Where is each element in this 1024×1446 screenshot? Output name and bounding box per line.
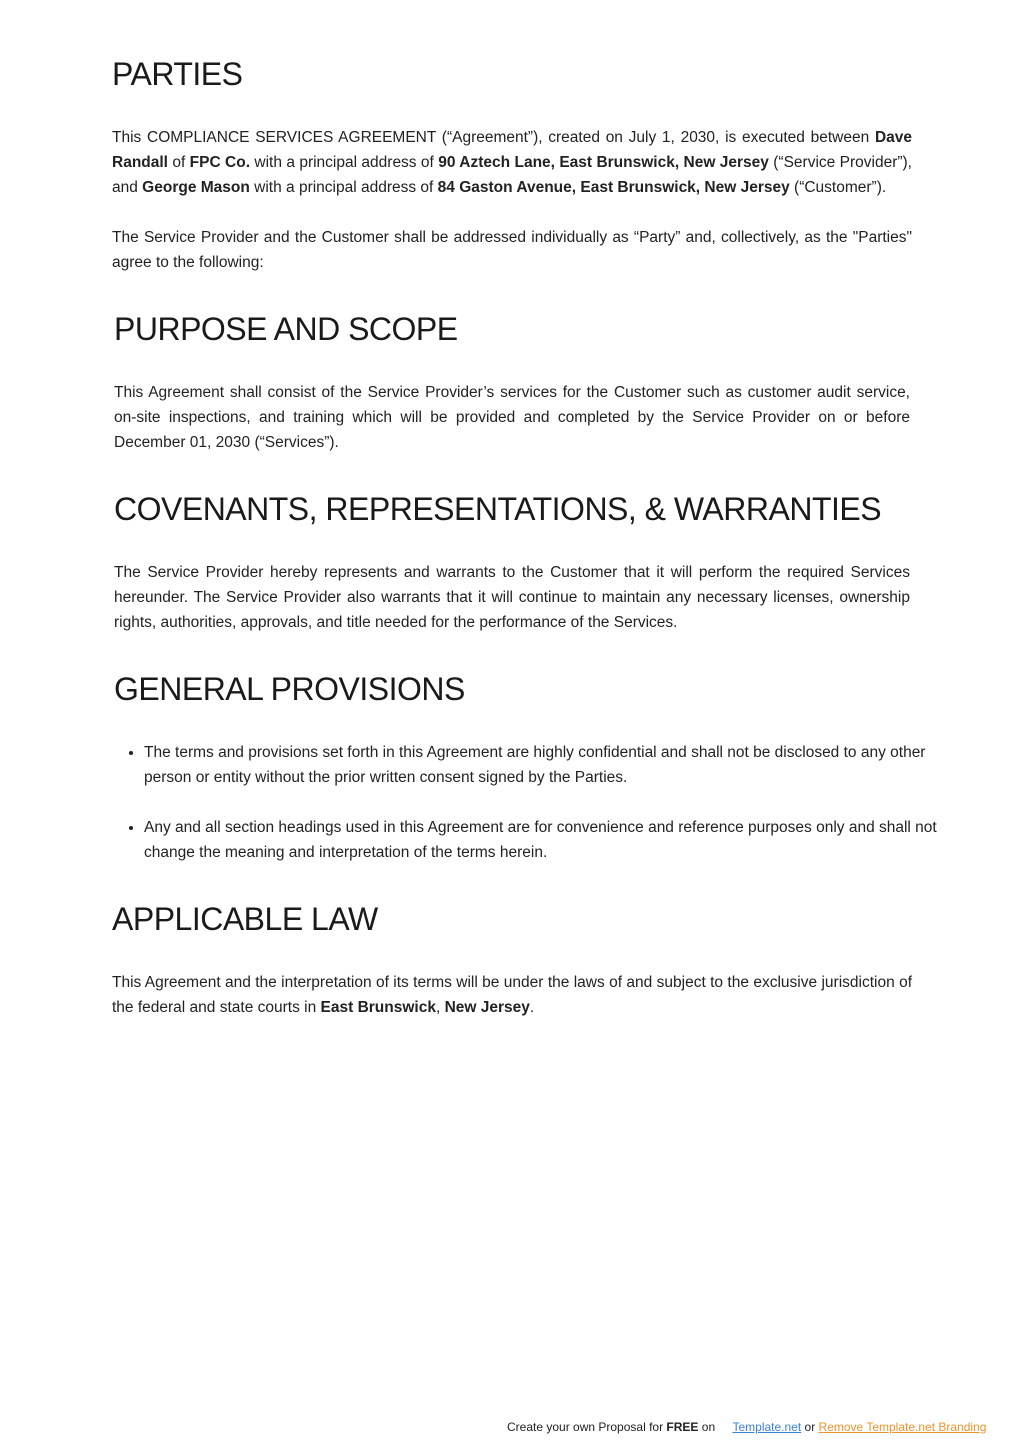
covenants-paragraph: The Service Provider hereby represents and warrants to the Customer that it will perform the required Services hereunder. The Service Provider also warrants that it will continue to maintain any necessary licenses, ownership rights, authorities, approvals, and title needed for the performance of the Services. xyxy=(114,564,910,631)
heading-applicable-law: APPLICABLE LAW xyxy=(112,901,378,937)
purpose-paragraph: This Agreement shall consist of the Service Provider’s services for the Customer such as customer audit service, on-site inspections, and training which will be provided and completed by the Service Provider on or before December 01, 2030 (“Services”). xyxy=(114,384,910,451)
list-item: • Any and all section headings used in this Agreement are for convenience and reference purposes only and shall not change the meaning and interpretation of the terms herein. xyxy=(144,815,942,865)
parties-paragraph-1: This COMPLIANCE SERVICES AGREEMENT (“Agreement”), created on July 1, 2030, is executed between Dave Randall of FPC Co. with a principal address of 90 Aztech Lane, East Brunswick, New Jersey (“Service Provider”), and George Mason with a principal address of 84 Gaston Avenue, East Brunswick, New Jersey (“Customer”). xyxy=(112,129,912,196)
parties-paragraph-2: The Service Provider and the Customer shall be addressed individually as “Party” and, collectively, as the "Parties" agree to the following: xyxy=(112,229,912,271)
template-net-link[interactable]: Template.net xyxy=(732,1420,802,1434)
heading-covenants: COVENANTS, REPRESENTATIONS, & WARRANTIES xyxy=(114,491,882,527)
remove-branding-link[interactable]: Remove Template.net Branding xyxy=(818,1420,987,1434)
list-item: • The terms and provisions set forth in this Agreement are highly confidential and shall not be disclosed to any other person or entity without the prior written consent signed by the Parties. xyxy=(144,740,942,790)
heading-general-provisions: GENERAL PROVISIONS xyxy=(114,671,465,707)
law-paragraph: This Agreement and the interpretation of its terms will be under the laws of and subject to the exclusive jurisdiction of the federal and state courts in East Brunswick, New Jersey. xyxy=(112,974,912,1016)
heading-parties: PARTIES xyxy=(112,56,243,92)
branding-footer: Create your own Proposal for FREE on Template.net or Remove Template.net Branding xyxy=(507,1420,987,1434)
heading-purpose-scope: PURPOSE AND SCOPE xyxy=(114,311,458,347)
general-provisions-list xyxy=(112,740,942,890)
